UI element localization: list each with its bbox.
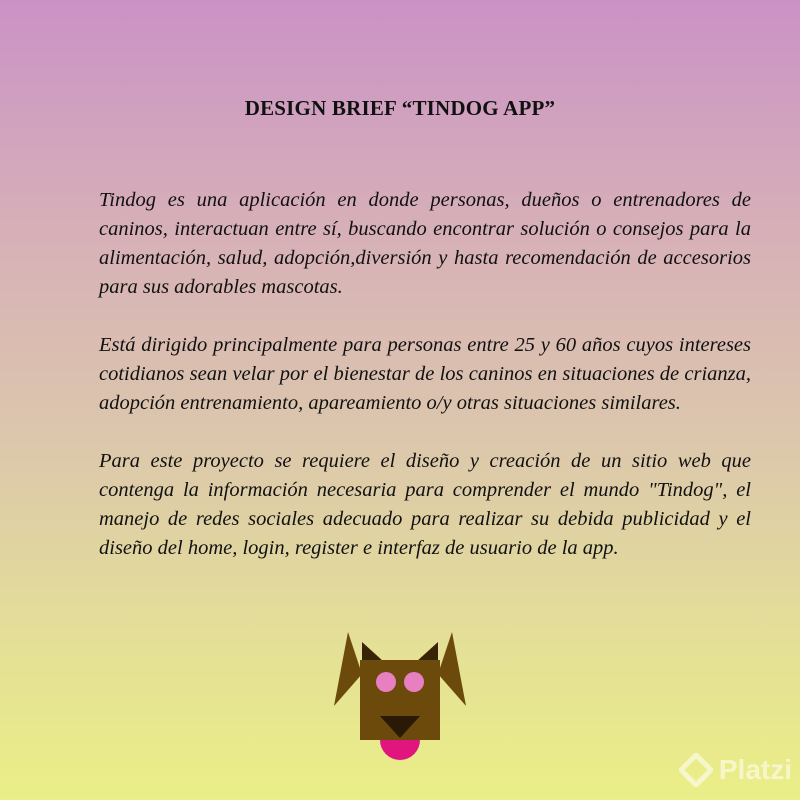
page-title: DESIGN BRIEF “TINDOG APP”	[244, 96, 556, 120]
paragraph-audience: Está dirigido principalmente para personas entre 25 y 60 años cuyos intereses cotidianos sean velar por el bienestar de los caninos en situaciones de crianza, adopción entrenamiento, apareamiento o/y otras situaciones similares.	[99, 334, 751, 414]
paragraph-description: Tindog es una aplicación en donde personas, dueños o entrenadores de caninos, interactuan entre sí, buscando encontrar solución o consejos para la alimentación, salud, adopción,diversión y hasta recomendación de accesorios para sus adorables mascotas.	[99, 189, 751, 298]
platzi-watermark	[679, 750, 792, 790]
dog-face-icon	[334, 630, 466, 762]
watermark-text: Platzi	[718, 754, 792, 785]
brief-body	[99, 186, 751, 592]
dog-right-ear	[438, 632, 466, 706]
dog-left-eye	[376, 672, 396, 692]
dog-left-ear	[334, 632, 362, 706]
paragraph-requirements: Para este proyecto se requiere el diseño y creación de un sitio web que contenga la información necesaria para comprender el mundo "Tindog", el manejo de redes sociales adecuado para realizar su debida publicidad y el diseño del home, login, register e interfaz de usuario de la app.	[99, 450, 751, 559]
dog-tongue	[380, 740, 420, 760]
platzi-logo-icon	[679, 753, 713, 787]
dog-right-eye	[404, 672, 424, 692]
